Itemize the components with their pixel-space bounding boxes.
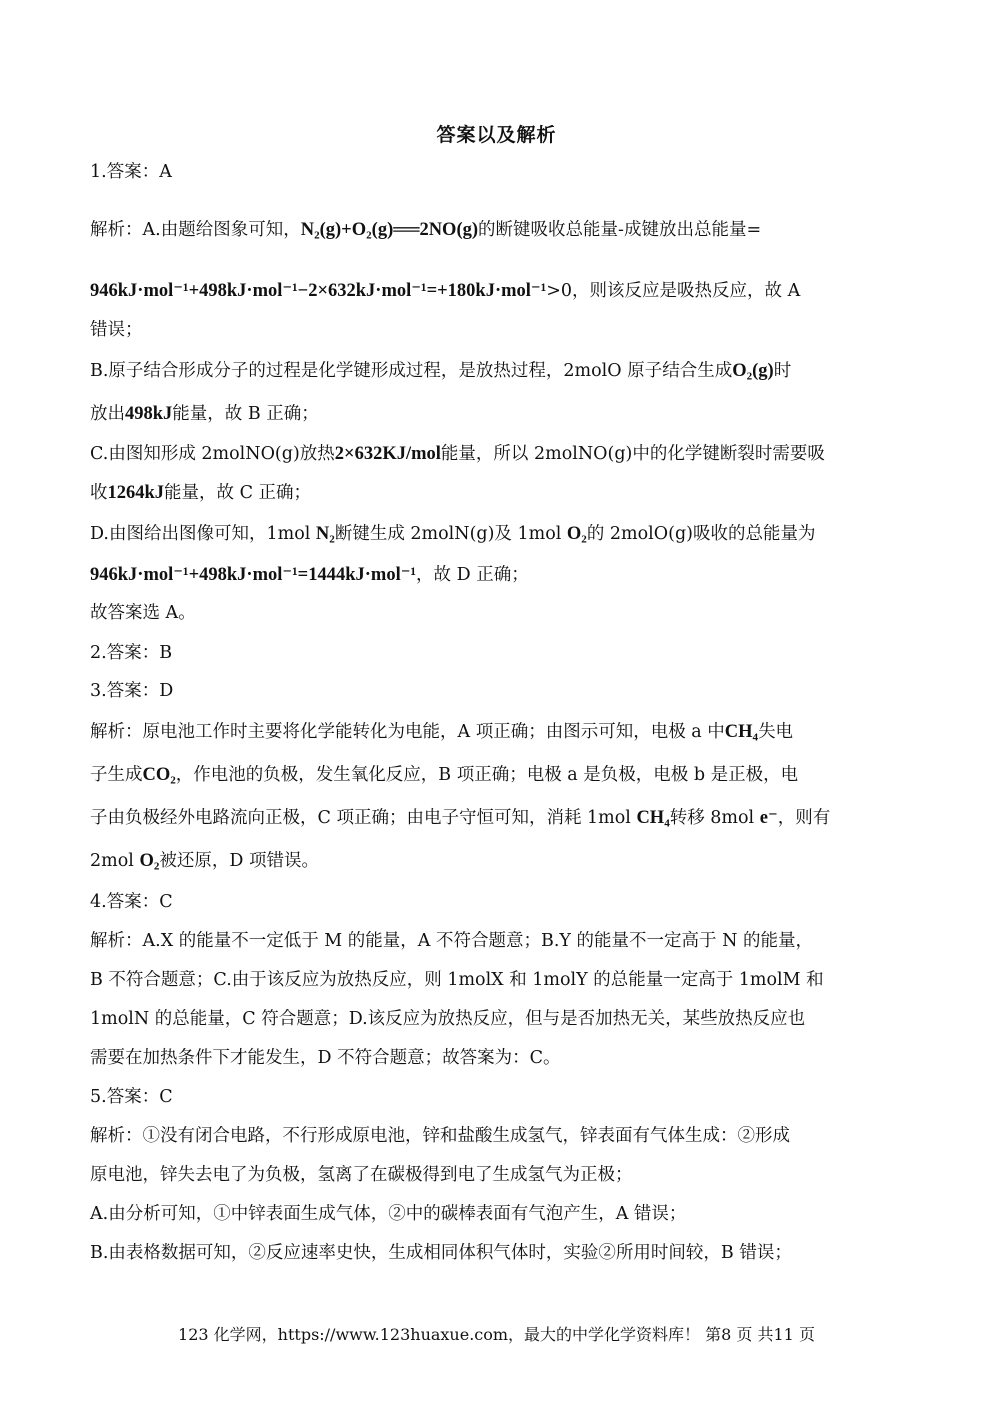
text-line [90,402,905,426]
text-segment: 能量，故 B 正确； [172,404,319,424]
chem-formula: O₂ [566,524,587,544]
text-line [90,641,905,665]
chem-formula: N₂(g)+O₂(g)══2NO(g) [300,220,479,240]
text-segment: 4.答案：C [90,892,173,912]
text-segment: 解析：①没有闭合电路，不行形成原电池，锌和盐酸生成氢气，锌表面有气体生成：②形成 [90,1126,790,1146]
text-line [90,160,905,184]
text-segment: 转移 8mol [669,808,760,828]
text-segment: ，作电池的负极，发生氧化反应，B 项正确；电极 a 是负极，电极 b 是正极，电 [175,765,799,785]
text-line [90,359,905,383]
text-line [90,442,905,466]
text-line [90,968,905,992]
text-segment: 的 2molO(g)吸收的总能量为 [586,524,816,544]
text-segment: 被还原，D 项错误。 [159,851,319,871]
text-line [90,806,905,830]
text-segment: ，故 D 正确； [416,565,529,585]
text-line [90,218,905,242]
text-line [90,679,905,703]
text-segment: 原电池，锌失去电了为负极，氢离了在碳极得到电了生成氢气为正极； [90,1165,633,1185]
text-segment: 能量，故 C 正确； [164,483,312,503]
chem-formula: N₂ [315,524,335,544]
text-segment: 断键生成 2molN(g)及 1mol [334,524,567,544]
chem-formula: 498kJ [125,404,173,424]
text-line [90,720,905,744]
text-segment: 1.答案：A [90,162,172,182]
text-segment: 1molN 的总能量，C 符合题意；D.该反应为放热反应，但与是否加热无关，某些放热反应也 [90,1009,806,1029]
text-segment: 2mol [90,851,140,871]
chem-formula: CH₄ [724,722,759,742]
text-segment: B 不符合题意；C.由于该反应为放热反应，则 1molX 和 1molY 的总能量一定高于 1molM 和 [90,970,824,990]
text-segment: 故答案选 A。 [90,603,196,623]
text-line [90,481,905,505]
text-segment: >0，则该反应是吸热反应，故 A [546,281,801,301]
chem-formula: e⁻ [759,808,778,828]
chem-formula: O₂ [139,851,160,871]
text-segment: 子由负极经外电路流向正极，C 项正确；由电子守恒可知，消耗 1mol [90,808,637,828]
page-footer: 123 化学网，https://www.123huaxue.com，最大的中学化学资料库！ 第8 页 共11 页 [178,1325,815,1344]
text-segment: B.由表格数据可知，②反应速率史快，生成相同体积气体时，实验②所用时间较，B 错误； [90,1243,792,1263]
text-line [90,1124,905,1148]
text-line [90,522,905,546]
text-line [90,1046,905,1070]
text-line [90,1085,905,1109]
text-line [90,601,905,625]
text-line [90,1202,905,1226]
text-segment: 解析：原电池工作时主要将化学能转化为电能，A 项正确；由图示可知，电极 a 中 [90,722,725,742]
chem-formula: 946kJ·mol⁻¹+498kJ·mol⁻¹−2×632kJ·mol⁻¹=+180kJ·mol⁻¹ [90,281,547,301]
text-line [90,890,905,914]
text-line [90,763,905,787]
text-segment: 错误； [90,320,143,340]
text-segment: 收 [90,483,108,503]
chem-formula: 2×632KJ/mol [334,444,441,464]
text-segment: 3.答案：D [90,681,174,701]
text-segment: 5.答案：C [90,1087,173,1107]
text-line [90,929,905,953]
text-line [90,279,905,303]
chem-formula: O₂(g) [732,361,774,381]
text-segment: ，则有 [777,808,831,828]
text-segment: 子生成 [90,765,143,785]
text-segment: C.由图知形成 2molNO(g)放热 [90,444,335,464]
text-line [90,1007,905,1031]
text-line [90,849,905,873]
chem-formula: CO₂ [142,765,176,785]
chem-formula: 1264kJ [107,483,165,503]
text-segment: 需要在加热条件下才能发生，D 不符合题意；故答案为：C。 [90,1048,561,1068]
text-segment: 2.答案：B [90,643,173,663]
text-line [90,563,905,587]
text-segment: A.由分析可知，①中锌表面生成气体，②中的碳棒表面有气泡产生，A 错误； [90,1204,687,1224]
text-segment: 放出 [90,404,125,424]
text-segment: B.原子结合形成分子的过程是化学键形成过程，是放热过程，2molO 原子结合生成 [90,361,733,381]
text-line [90,1241,905,1265]
text-segment: D.由图给出图像可知，1mol [90,524,316,544]
page-title: 答案以及解析 [436,124,557,146]
text-line [90,318,905,342]
chem-formula: CH₄ [636,808,670,828]
text-segment: 失电 [758,722,794,742]
chem-formula: 946kJ·mol⁻¹+498kJ·mol⁻¹=1444kJ·mol⁻¹ [90,565,417,585]
text-segment: 的断键吸收总能量-成键放出总能量= [478,220,762,240]
text-segment: 时 [773,361,792,381]
text-segment: 解析：A.由题给图象可知， [90,220,301,240]
text-line [90,1163,905,1187]
text-segment: 能量，所以 2molNO(g)中的化学键断裂时需要吸 [440,444,825,464]
text-segment: 解析：A.X 的能量不一定低于 M 的能量，A 不符合题意；B.Y 的能量不一定高于 N 的能量， [90,931,813,951]
